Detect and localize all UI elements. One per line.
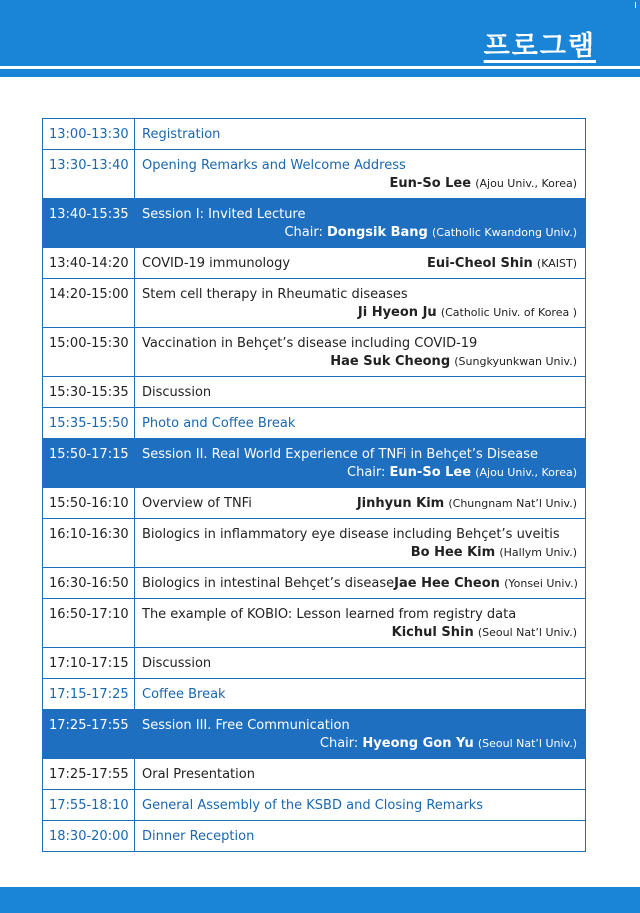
item-cell [135, 488, 586, 519]
item-title: General Assembly of the KSBD and Closing Remarks [142, 798, 484, 813]
item-title: Opening Remarks and Welcome Address [142, 158, 406, 173]
item-cell [135, 568, 586, 599]
session-row [43, 439, 586, 488]
item-cell [135, 439, 586, 488]
speaker-affiliation: (Catholic Univ. of Korea ) [440, 306, 577, 319]
time-cell: 17:25-17:55 [43, 759, 135, 790]
speaker-affiliation: (Seoul Nat’l Univ.) [477, 626, 577, 639]
speaker-name: Hae Suk Cheong [330, 354, 451, 369]
program-table [42, 118, 586, 852]
item-cell [135, 648, 586, 679]
session-row [43, 710, 586, 759]
speaker-line [427, 256, 577, 271]
chair-affiliation: (Seoul Nat’l Univ.) [477, 737, 577, 750]
speaker-line [142, 625, 577, 640]
time-cell: 18:30-20:00 [43, 821, 135, 852]
item-cell [135, 679, 586, 710]
time-cell: 17:10-17:15 [43, 648, 135, 679]
speaker-name: Ji Hyeon Ju [357, 305, 437, 320]
item-cell [135, 759, 586, 790]
time-cell: 15:30-15:35 [43, 377, 135, 408]
speaker-affiliation: (Hallym Univ.) [499, 546, 577, 559]
time-cell: 13:40-15:35 [43, 199, 135, 248]
header-stripe [0, 69, 640, 77]
program-row [43, 279, 586, 328]
item-title: Coffee Break [142, 687, 226, 702]
item-title: The example of KOBIO: Lesson learned from registry data [142, 607, 517, 622]
speaker-affiliation: (KAIST) [536, 257, 577, 270]
item-title: Photo and Coffee Break [142, 416, 296, 431]
item-cell [135, 119, 586, 150]
time-cell: 13:00-13:30 [43, 119, 135, 150]
time-cell: 13:30-13:40 [43, 150, 135, 199]
program-row [43, 679, 586, 710]
chair-line [142, 736, 577, 751]
program-row [43, 790, 586, 821]
item-cell [135, 408, 586, 439]
chair-label: Chair: [319, 736, 359, 751]
time-cell: 15:50-17:15 [43, 439, 135, 488]
program-row [43, 599, 586, 648]
item-cell [135, 248, 586, 279]
chair-label: Chair: [284, 225, 323, 240]
item-title: Stem cell therapy in Rheumatic diseases [142, 287, 408, 302]
item-cell [135, 821, 586, 852]
item-title: Biologics in inflammatory eye disease including Behçet’s uveitis [142, 527, 560, 542]
program-row [43, 328, 586, 377]
program-row [43, 248, 586, 279]
session-title: Session III. Free Communication [142, 718, 350, 733]
time-cell: 14:20-15:00 [43, 279, 135, 328]
session-row [43, 199, 586, 248]
speaker-line [142, 545, 577, 560]
program-row [43, 150, 586, 199]
item-title: Oral Presentation [142, 767, 255, 782]
item-cell [135, 790, 586, 821]
crop-mark [635, 2, 636, 8]
speaker-line [142, 305, 577, 320]
time-cell: 16:50-17:10 [43, 599, 135, 648]
speaker-affiliation: (Chungnam Nat’l Univ.) [448, 497, 577, 510]
program-row [43, 759, 586, 790]
time-cell: 17:55-18:10 [43, 790, 135, 821]
chair-name: Dongsik Bang [326, 225, 428, 240]
speaker-name: Kichul Shin [391, 625, 474, 640]
program-row [43, 821, 586, 852]
item-title: Biologics in intestinal Behçet’s disease [142, 576, 395, 591]
time-cell: 13:40-14:20 [43, 248, 135, 279]
speaker-name: Eui-Cheol Shin [426, 256, 533, 271]
chair-name: Hyeong Gon Yu [362, 736, 474, 751]
item-title: Discussion [142, 656, 212, 671]
speaker-affiliation: (Yonsei Univ.) [504, 577, 578, 590]
speaker-affiliation: (Sungkyunkwan Univ.) [454, 355, 577, 368]
program-row [43, 377, 586, 408]
item-cell [135, 519, 586, 568]
speaker-name: Jinhyun Kim [356, 496, 445, 511]
time-cell: 15:50-16:10 [43, 488, 135, 519]
speaker-line [357, 496, 577, 511]
chair-label: Chair: [347, 465, 386, 480]
item-title: COVID-19 immunology [142, 256, 291, 271]
item-cell [135, 710, 586, 759]
item-title: Discussion [142, 385, 212, 400]
speaker-name: Eun-So Lee [389, 176, 472, 191]
program-row [43, 408, 586, 439]
item-title: Dinner Reception [142, 829, 255, 844]
chair-affiliation: (Ajou Univ., Korea) [475, 466, 577, 479]
item-cell [135, 377, 586, 408]
session-title: Session II. Real World Experience of TNFi in Behçet’s Disease [142, 447, 538, 462]
time-cell: 15:00-15:30 [43, 328, 135, 377]
time-cell: 16:30-16:50 [43, 568, 135, 599]
time-cell: 17:25-17:55 [43, 710, 135, 759]
chair-name: Eun-So Lee [389, 465, 472, 480]
time-cell: 15:35-15:50 [43, 408, 135, 439]
speaker-line [142, 354, 577, 369]
speaker-line [394, 576, 578, 591]
chair-line [142, 225, 577, 240]
time-cell: 17:15-17:25 [43, 679, 135, 710]
page-title: 프로그램 [483, 31, 596, 62]
item-title: Vaccination in Behçet’s disease including COVID-19 [142, 336, 478, 351]
program-row [43, 119, 586, 150]
speaker-line [142, 176, 577, 191]
chair-affiliation: (Catholic Kwandong Univ.) [432, 226, 577, 239]
item-cell [135, 328, 586, 377]
item-title: Registration [142, 127, 221, 142]
program-row [43, 568, 586, 599]
item-cell [135, 279, 586, 328]
program-row [43, 488, 586, 519]
speaker-name: Bo Hee Kim [410, 545, 496, 560]
item-title: Overview of TNFi [142, 496, 252, 511]
speaker-affiliation: (Ajou Univ., Korea) [475, 177, 577, 190]
session-title: Session I: Invited Lecture [142, 207, 306, 222]
time-cell: 16:10-16:30 [43, 519, 135, 568]
program-row [43, 648, 586, 679]
speaker-name: Jae Hee Cheon [394, 576, 500, 591]
item-cell [135, 150, 586, 199]
item-cell [135, 599, 586, 648]
footer-bar [0, 887, 640, 913]
program-row [43, 519, 586, 568]
chair-line [142, 465, 577, 480]
item-cell [135, 199, 586, 248]
